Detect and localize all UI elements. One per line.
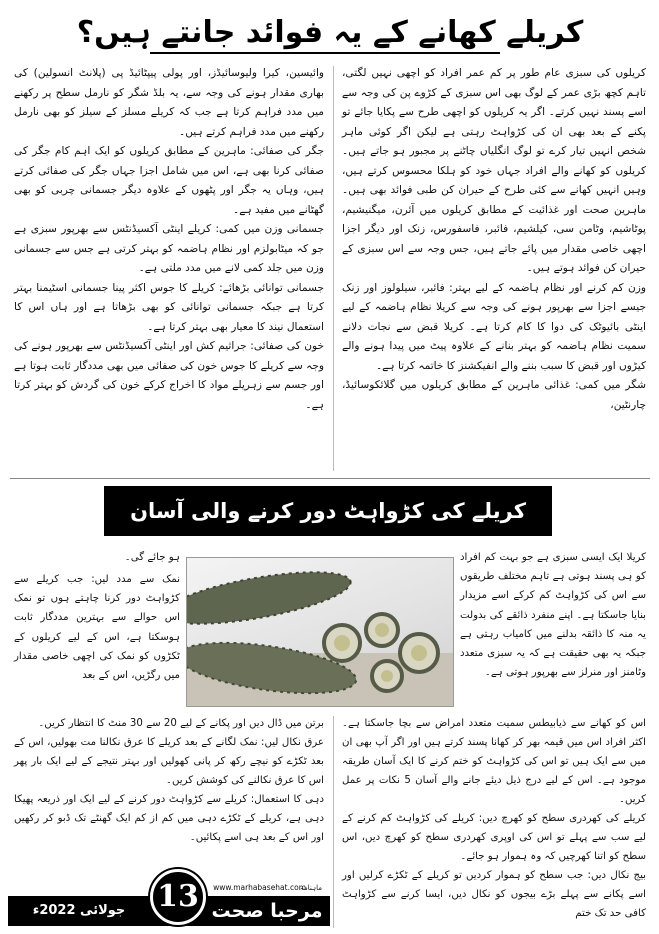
page-footer: [0, 864, 330, 934]
section-separator: [10, 478, 650, 479]
section1-left-para-5: خون کی صفائی: جراثیم کش اور اینٹی آکسیڈنٹس سے بھرپور ہونے کی وجہ سے کریلے کا جوس خون کی صفائی میں بھی مددگار ثابت ہوتا ہے اور جسم سے زہریلے مواد کا اخراج کرکے خون کی گردش کو بہتر کرتا ہے۔: [14, 340, 324, 411]
section2-right-bottom: [342, 714, 646, 930]
footer-date: جولائی 2022ء: [32, 903, 126, 918]
bitter-gourd-photo: [186, 557, 454, 707]
section2-column-divider: [333, 716, 334, 928]
section2-left-para-1: برتن میں ڈال دیں اور پکانے کے لیے 20 سے 30 منٹ کا انتظار کریں۔: [38, 718, 324, 729]
section1-left-para-2: جگر کی صفائی: ماہرین کے مطابق کریلوں کو ایک اہم کام جگر کی صفائی کرنا بھی ہے، اس میں شامل اجزا جہاں جگر کی صفائی کرتے ہیں، وہاں یہ جگر اور پٹھوں کے علاوہ دیگر جسمانی چربی کو بھی گھٹانے میں مفید ہے۔: [14, 145, 324, 216]
section2-left-para-3: دہی کا استعمال: کریلے سے کڑواہٹ دور کرنے کے لیے ایک اور ذریعہ پھیکا دہی ہے، کریلے کے ٹکڑے دہی میں کم از کم ایک گھنٹے تک ڈبو کر رکھیں اور اس کے بعد ہی اسے پکائیں۔: [14, 794, 324, 843]
footer-page-number: 13: [150, 869, 206, 925]
section2-right-para-1: اس کو کھانے سے ذیابیطس سمیت متعدد امراض سے بچا جاسکتا ہے۔ اکثر افراد اس میں قیمہ بھر کر کھانا پسند کرتے ہیں اور اگر آپ بھی ان میں سے ایک ہیں تو اس کی کڑواہٹ کو ختم کرنے کا ایک آسان طریقہ موجود ہے۔ اس کے لیے درج ذیل دیئے جانے والے آسان 5 نکات پر عمل کریں۔: [342, 718, 646, 805]
headline-underline: [150, 52, 500, 54]
section1-left-column: [14, 64, 324, 472]
section1-left-para-3: جسمانی وزن میں کمی: کریلے اینٹی آکسیڈنٹس سے بھرپور سبزی ہے جو کہ میٹابولزم اور نظام ہاضمہ کو بہتر کرتی ہے جس سے جسمانی وزن میں جلد کمی لانے میں مدد ملتی ہے۔: [14, 223, 324, 274]
section1-right-column: [342, 64, 646, 472]
page-headline: کریلے کھانے کے یہ فوائد جانتے ہیں؟: [76, 15, 584, 50]
section2-right-top: کریلا ایک ایسی سبزی ہے جو بہت کم افراد کو ہی پسند ہوتی ہے تاہم مختلف طریقوں سے اس کی کڑواہٹ کم کرکے اسے مزیدار بنایا جاسکتا ہے۔ اپنے منفرد ذائقے کی بدولت یہ منہ کا ذائقہ بدلنے میں کامیاب رہتی ہے جبکہ یہ بھی حقیقت ہے کہ یہ سبزی متعدد وٹامنز اور منرلز سے بھرپور ہوتی ہے۔: [460, 552, 646, 679]
section2-right-para-2: کریلے کی کھردری سطح کو کھرچ دیں: کریلے کی کڑواہٹ کم کرنے کے لیے سب سے پہلے تو اس کی اوپری کھردری سطح کو کھرچ دیں، اس سطح کو اتنا کھرچیں کہ وہ ہموار ہو جائے۔: [342, 813, 646, 862]
section1-right-para-2: وزن کم کرنے اور نظام ہاضمہ کے لیے بہتر: فائبر، سیلولوز اور زنک جیسے اجزا سے بھرپور ہونے کی وجہ سے کریلا نظام ہاضمہ کے لیے اینٹی بائیوٹک کی دوا کا کام کرتا ہے۔ کریلا قبض سے نجات دلانے سمیت نظام ہاضمہ کو بہتر بنانے کے علاوہ پیٹ میں پیدا ہونے والے کیڑوں اور قبض کا سبب بننے والے انفیکشنز کا خاتمہ کرتا ہے۔: [342, 281, 646, 372]
section1-column-divider: [333, 66, 334, 471]
section1-left-para-1: وائیسین، کیرا ولیوسائیڈز، اور پولی پیپٹائیڈ پی (پلانٹ انسولین) کی بھاری مقدار ہونے کی وجہ سے، یہ بلڈ شگر کو نارمل سطح پر رکھنے میں مدد فراہم کرتا ہے جب کہ کریلے مسلز کے سیلز کو بھی نارمل رکھنے میں مدد فراہم کرتے ہیں۔: [14, 67, 324, 138]
footer-monthly-label: ماہنامہ: [299, 884, 322, 892]
section2-left-para-2: عرق نکال لیں: نمک لگانے کے بعد کریلے کا عرق نکالنا مت بھولیں، اس کے بعد ٹکڑے کو نیچے رکھ کر پانی کھولیں اور بہتر نتیجے کے لیے ایک بار پھر اس کا عرق نکالنے کی کوشش کریں۔: [14, 737, 324, 786]
section1-right-para-3: شگر میں کمی: غذائی ماہرین کے مطابق کریلوں میں گلائکوسائیڈ، چارنٹین،: [342, 379, 646, 411]
footer-magazine-name: مرحبا صحت: [211, 900, 323, 922]
section2-right-para-3: بیج نکال دیں: جب سطح کو ہموار کردیں تو کریلے کے ٹکڑے کرلیں اور اسے پکانے سے پہلے بڑے بیجوں کو نکال دیں، ایسا کرنے سے کڑواہٹ کافی حد تک ختم: [342, 870, 646, 919]
tips-banner: کریلے کی کڑواہٹ دور کرنے والی آسان: [104, 486, 552, 536]
section1-left-para-4: جسمانی توانائی بڑھائے: کریلے کا جوس اکثر پینا جسمانی اسٹیمنا بہتر کرتا ہے جبکہ جسمانی توانائی کو بھی بڑھاتا ہے اور ہاں اس کا استعمال نیند کا معیار بھی بہتر کرتا ہے۔: [14, 281, 324, 333]
footer-website: www.marhabasehat.com: [213, 883, 306, 892]
section2-left-middle: نمک سے مدد لیں: جب کریلے سے کڑواہٹ دور کرنا چاہتے ہوں تو نمک اس حوالے سے بہترین مددگار ثابت ہوسکتا ہے، اس کے لیے کریلوں کے ٹکڑوں کو نمک کی اچھی خاصی مقدار میں رگڑیں، اس کے بعد: [14, 574, 180, 682]
section1-right-para-1: کریلوں کی سبزی عام طور پر کم عمر افراد کو اچھی نہیں لگتی، تاہم کچھ بڑی عمر کے لوگ بھی اس سبزی کے کڑوے پن کی وجہ سے اسے پسند نہیں کرتے۔ اگر یہ کریلوں کو اچھی طرح سے پکایا جائے تو پکنے کے بعد بھی ان کی کڑواہٹ رہتی ہے لیکن اگر کوئی ماہر شخص انہیں تیار کرے تو لوگ انگلیاں چاٹنے پر مجبور ہو جاتے ہیں۔ کریلوں کو کھانے والے افراد جہاں خود کو ہلکا محسوس کرتے ہیں، وہیں انہیں کھانے سے کئی طرح کے حیران کن طبی فوائد بھی ہیں۔ ماہرین صحت اور غذائیت کے مطابق کریلوں میں آئرن، میگنیشیم، پوٹاشیم، وٹامن سی، کیلشیم، فائبر، فاسفورس، زنک اور دیگر اجزا اچھی خاصی مقدار میں پائے جاتے ہیں، جس وجہ سے اس سبزی کے حیران کن فوائد ہوتے ہیں۔: [342, 67, 646, 274]
section2-left-bottom: [14, 714, 324, 862]
section2-left-top: ہو جائے گی۔: [124, 552, 180, 563]
